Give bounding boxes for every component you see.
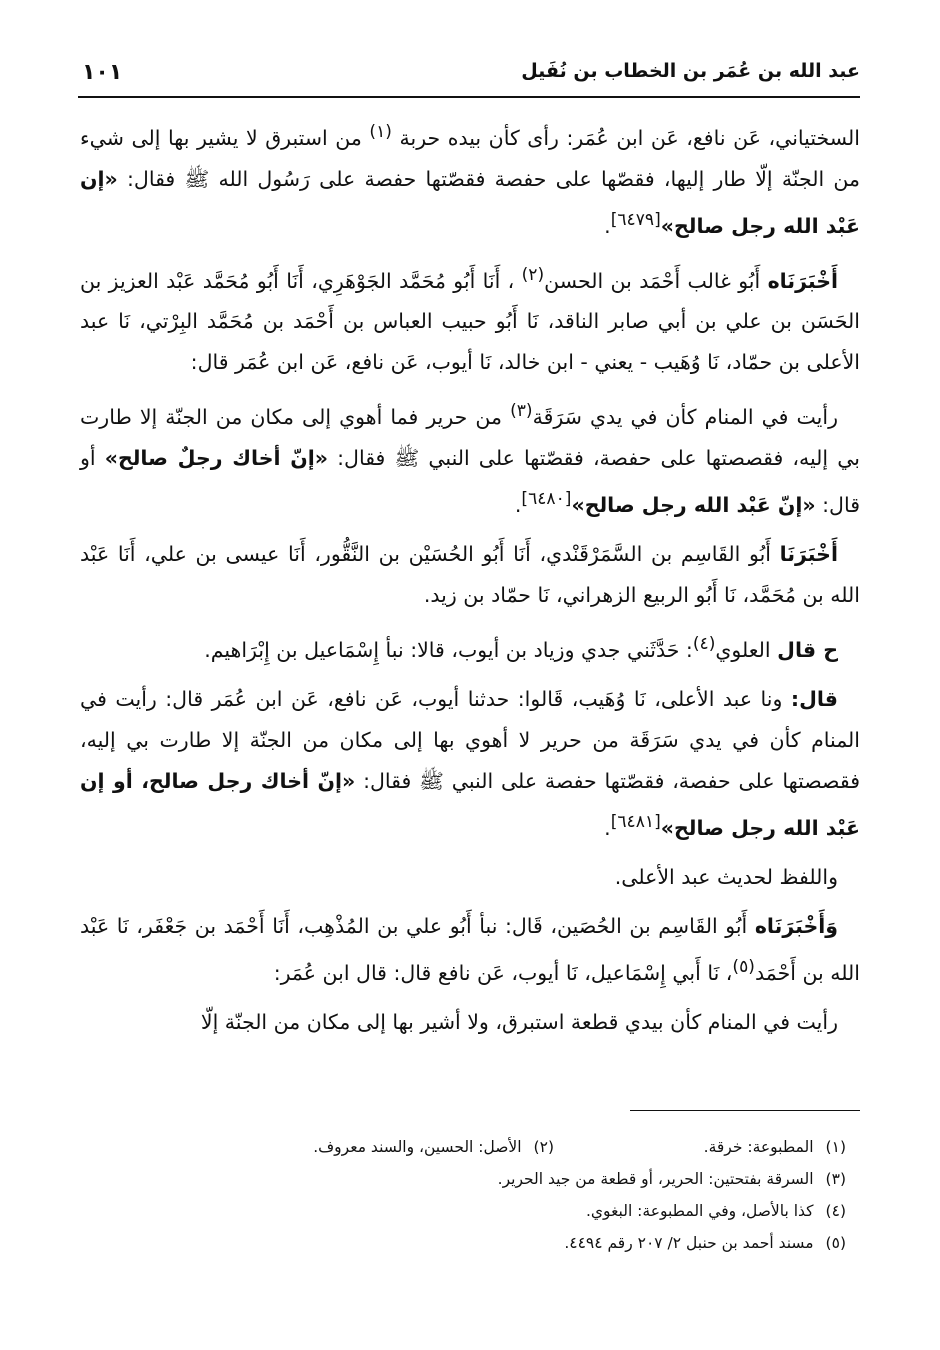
main-text bbox=[80, 112, 860, 1051]
footnote-item bbox=[586, 1200, 846, 1223]
isnad-keyword: ح قال bbox=[777, 637, 838, 662]
text-run: . bbox=[604, 815, 611, 840]
text-run: من استبرق لا يشير بها إلى شيء من الجنّة إلّا طار إليها، فقصّها على حفصة فقصّتها حفصة على رَسُول الله ﷺ فقال: bbox=[80, 125, 860, 191]
text-run: العلوي bbox=[715, 637, 771, 662]
text-run: السختياني، عَن نافع، عَن ابن عُمَر: رأى كأن بيده حربة bbox=[399, 125, 860, 150]
footnote-text: الأصل: الحسين، والسند معروف. bbox=[313, 1138, 522, 1156]
footnote-item bbox=[498, 1168, 846, 1191]
text-run: أو قال: bbox=[80, 446, 860, 518]
isnad-keyword: وَأَخْبَرَنَاه bbox=[754, 913, 838, 938]
footnote-marker: (٣) bbox=[510, 401, 533, 422]
hadith-quote: «إنّ أخاك رجل صالح، أو إن عَبْد الله رجل صالح» bbox=[80, 768, 860, 840]
isnad-keyword: أَخْبَرَنَا bbox=[779, 542, 838, 567]
footnote-row bbox=[80, 1168, 846, 1191]
footnote-row bbox=[80, 1232, 846, 1255]
hadith-quote: «إنّ أخاك رجلٌ صالح» bbox=[104, 446, 329, 471]
footnote-number: (١) bbox=[825, 1138, 846, 1156]
footnote-text: السرقة بفتحتين: الحرير، أو قطعة من جيد الحرير. bbox=[497, 1170, 814, 1188]
footnote-marker: (٥) bbox=[732, 956, 755, 977]
footnote-item bbox=[564, 1232, 846, 1255]
hadith-quote: «إن عَبْد الله رجل صالح» bbox=[80, 166, 860, 238]
running-title: عبد الله بن عُمَر بن الخطاب بن نُفَيل bbox=[521, 60, 860, 82]
footnote-number: (٣) bbox=[825, 1170, 846, 1188]
footnote-marker: (٢) bbox=[521, 264, 545, 285]
paragraph-9 bbox=[80, 1002, 860, 1043]
footnote-number: (٥) bbox=[825, 1234, 846, 1252]
footnote-row bbox=[80, 1136, 846, 1159]
text-run: أَبُو القَاسِم بن السَّمَرْقَنْدي، أَنَا أَبُو الحُسَيْن بن النَّقُّور، أَنَا عيسى بن علي، أَنَا عَبْد الله بن مُحَمَّد، نَا أَبُو الربيع الزهراني، نَا حمّاد بن زيد. bbox=[80, 542, 860, 608]
footnote-row bbox=[80, 1200, 846, 1223]
text-run: : حَدَّثَني جدي وزياد بن أيوب، قالا: نبأ إِسْمَاعيل بن إِبْرَاهيم. bbox=[204, 637, 693, 662]
text-run: أَبُو غالب أَحْمَد بن الحسن bbox=[544, 268, 761, 293]
footnote-separator bbox=[630, 1110, 860, 1111]
text-run: ، نَا أَبي إِسْمَاعيل، نَا أيوب، عَن نافع قال: قال ابن عُمَر: bbox=[273, 960, 733, 985]
paragraph-5 bbox=[80, 624, 860, 671]
footnote-number: (٤) bbox=[825, 1202, 846, 1220]
text-run: رأيت في المنام كأن بيدي قطعة استبرق، ولا أشير بها إلى مكان من الجنّة إلّا bbox=[200, 1009, 838, 1034]
footnote-item bbox=[313, 1136, 554, 1159]
text-run: ، أَنَا أَبُو مُحَمَّد الجَوْهَرِي، أَنَا أَبُو مُحَمَّد عَبْد العزيز بن الحَسَن بن علي بن أبي صابر الناقد، نَا أَبُو حبيب العباس بن أَحْمَد بن مُحَمَّد البِرْتي، نَا عبد الأعلى بن حمّاد، نَا وُهَيب - يعني - ابن خالد، نَا أيوب، عَن نافع، عَن ابن عُمَر قال: bbox=[80, 268, 860, 375]
text-run: رأيت في المنام كأن في يدي سَرَقَة bbox=[532, 405, 838, 430]
page-header bbox=[78, 52, 860, 98]
footnote-text: مسند أحمد بن حنبل ٢/ ٢٠٧ رقم ٤٤٩٤. bbox=[564, 1234, 814, 1252]
text-run: أَبُو القَاسِم بن الحُصَين، قَال: نبأ أَبُو علي بن المُذْهِب، أَنَا أَحْمَد بن جَعْفَر، نَا عَبْد الله بن أَحْمَد bbox=[80, 913, 860, 985]
text-run: . bbox=[604, 213, 611, 238]
paragraph-7 bbox=[80, 857, 860, 898]
footnote-item bbox=[554, 1136, 846, 1159]
paragraph-2 bbox=[80, 255, 860, 384]
isnad-keyword: قال: bbox=[790, 686, 838, 711]
text-run: واللفظ لحديث عبد الأعلى. bbox=[614, 864, 838, 889]
paragraph-3 bbox=[80, 391, 860, 526]
isnad-keyword: أَخْبَرَنَاه bbox=[767, 268, 838, 293]
footnote-marker: (٤) bbox=[692, 634, 716, 655]
paragraph-6 bbox=[80, 679, 860, 849]
footnote-text: المطبوعة: خرقة. bbox=[703, 1138, 814, 1156]
hadith-quote: «إنّ عَبْد الله رجل صالح» bbox=[571, 493, 816, 518]
text-run: ونا عبد الأعلى، نَا وُهَيب، قَالوا: حدثنا أيوب، عَن نافع، عَن ابن عُمَر قال: رأيت في المنام كأن في يدي سَرَقَة من حرير لا أهوي بها إلى مكان من الجنّة إلا طارت بي إليه، فقصصتها على حفصة، فقصّتها حفصة على النبي ﷺ فقال: bbox=[80, 686, 860, 793]
text-run: من حرير فما أهوي إلى مكان من الجنّة إلا طارت بي إليه، فقصصتها على حفصة، فقصّتها على النبي ﷺ فقال: bbox=[80, 405, 860, 471]
footnotes bbox=[80, 1136, 846, 1264]
page-number: ١٠١ bbox=[82, 60, 123, 85]
hadith-reference: [٦٤٨١] bbox=[610, 811, 661, 832]
paragraph-8 bbox=[80, 906, 860, 994]
paragraph-4 bbox=[80, 534, 860, 616]
footnote-number: (٢) bbox=[533, 1138, 554, 1156]
paragraph-1 bbox=[80, 112, 860, 247]
hadith-reference: [٦٤٧٩] bbox=[610, 209, 661, 230]
hadith-reference: [٦٤٨٠] bbox=[521, 489, 572, 510]
footnote-text: كذا بالأصل، وفي المطبوعة: البغوي. bbox=[586, 1202, 814, 1220]
text-run: . bbox=[514, 493, 522, 518]
footnote-marker: (١) bbox=[369, 122, 392, 142]
